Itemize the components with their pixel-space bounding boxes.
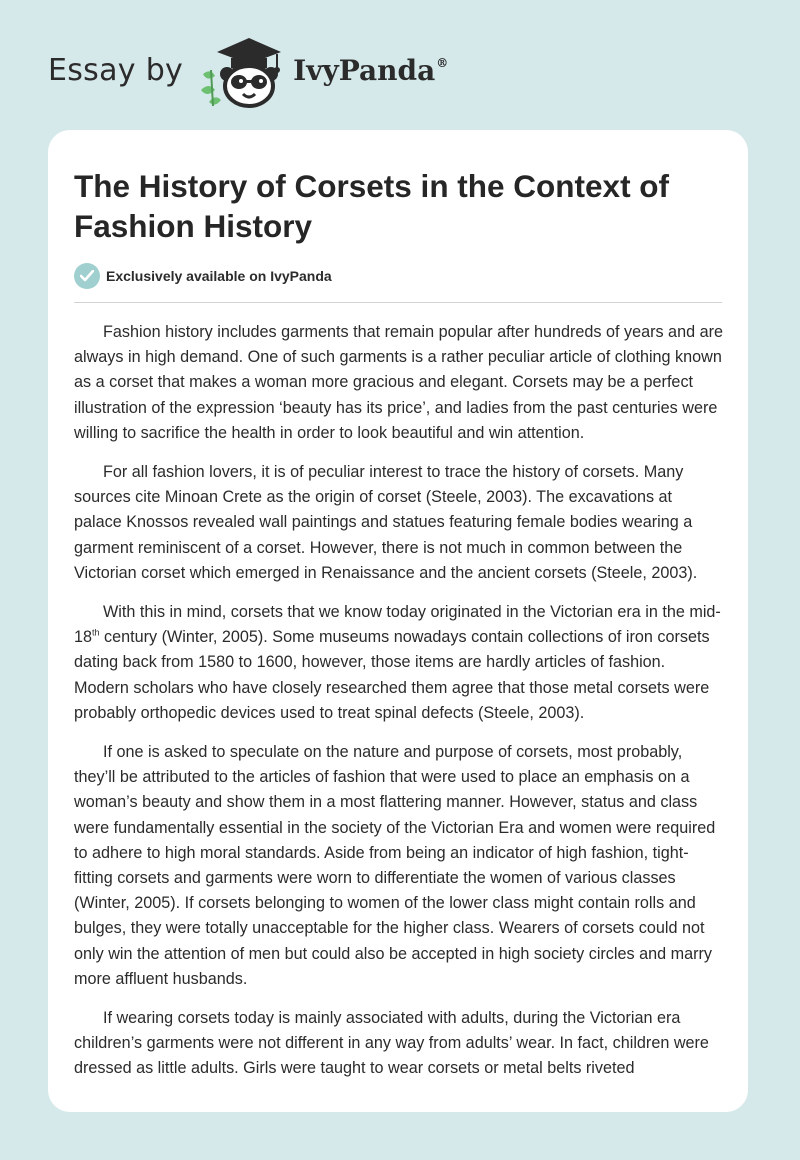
paragraph-3-start: With this in mind, corsets that we know today originated in the Victorian era in the mid-18 [74, 603, 721, 647]
essay-card [48, 130, 748, 1112]
panda-graduate-logo-icon[interactable] [197, 30, 287, 110]
check-circle-icon [74, 263, 100, 289]
registered-mark: ® [436, 55, 449, 70]
paragraph-3-end: century (Winter, 2005). Some museums nowadays contain collections of iron corsets dating back from 1580 to 1600, however, those items are hardly articles of fashion. Modern scholars who have closely researched them agree that those metal corsets were probably orthopedic devices used to treat spinal defects (Steele, 2003). [74, 628, 710, 722]
ivypanda-logo-text[interactable] [293, 54, 448, 87]
essay-by-label: Essay by [48, 52, 184, 88]
essay-title: The History of Corsets in the Context of Fashion History [74, 168, 670, 244]
paragraph-2: For all fashion lovers, it is of peculiar interest to trace the history of corsets. Many sources cite Minoan Crete as the origin of corset (Steele, 2003). The excavations at palace Knossos revealed wall paintings and statues featuring female bodies wearing a garment reminiscent of a corset. However, there is not much in common between the Victorian corset which emerged in Renaissance and the ancient corsets (Steele, 2003). [74, 463, 698, 582]
exclusive-badge [74, 263, 332, 289]
paragraph-4: If one is asked to speculate on the nature and purpose of corsets, most probably, they’ll be attributed to the articles of fashion that were used to place an emphasis on a woman’s beauty and show them in a most flattering manner. However, status and class were fundamentally essential in the society of the Victorian Era and women were required to adhere to high moral standards. Aside from being an indicator of high fashion, tight-fitting corsets and garments were worn to differentiate the women of various classes (Winter, 2005). If corsets belonging to women of the lower class might contain rolls and bulges, they were totally unacceptable for the higher class. Wearers of corsets could not only win the attention of men but could also be accepted in high society circles and marry more affluent husbands. [74, 743, 716, 988]
exclusive-label: Exclusively available on IvyPanda [106, 268, 332, 284]
logo-name: IvyPanda [293, 53, 436, 87]
paragraph-1: Fashion history includes garments that remain popular after hundreds of years and are always in high demand. One of such garments is a rather peculiar article of clothing known as a corset that makes a woman more gracious and elegant. Corsets may be a perfect illustration of the expression ‘beauty has its price’, and ladies from the past centuries were willing to sacrifice the health in order to look beautiful and win attention. [74, 323, 723, 442]
paragraph-5: If wearing corsets today is mainly associated with adults, during the Victorian era children’s garments were not different in any way from adults’ wear. In fact, children were dressed as little adults. Girls were taught to wear corsets or metal belts riveted [74, 1009, 709, 1078]
ordinal-suffix: th [92, 627, 100, 638]
essay-body [74, 320, 724, 1096]
divider [74, 302, 722, 303]
site-header [48, 30, 448, 110]
paragraph-3 [74, 600, 724, 726]
